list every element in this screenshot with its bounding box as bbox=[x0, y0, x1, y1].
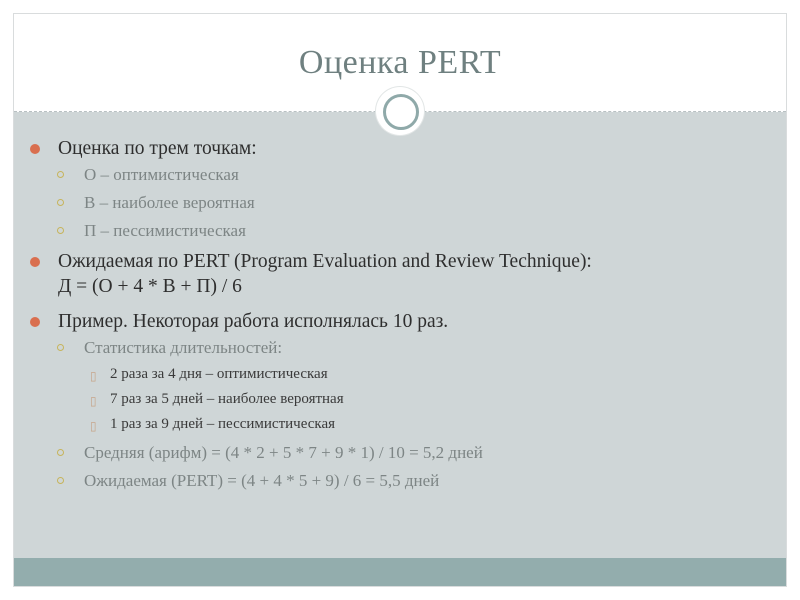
bullet-text: 7 раз за 5 дней – наиболее вероятная bbox=[110, 391, 344, 407]
bullet-text: Средняя (арифм) = (4 * 2 + 5 * 7 + 9 * 1) / 10 = 5,2 дней bbox=[84, 443, 483, 462]
small-bracket-bullet-icon: ▯ bbox=[90, 419, 97, 433]
small-bracket-bullet-icon: ▯ bbox=[90, 369, 97, 383]
bullet-text: Пример. Некоторая работа исполнялась 10 раз. bbox=[58, 311, 449, 332]
hollow-circle-bullet-icon bbox=[57, 344, 64, 351]
small-bracket-bullet-icon: ▯ bbox=[90, 394, 97, 408]
bullet-stat-pessimistic bbox=[18, 412, 758, 437]
bullet-stat-optimistic bbox=[18, 362, 758, 387]
bullet-text: О – оптимистическая bbox=[84, 165, 239, 184]
bullet-optimistic bbox=[18, 161, 758, 189]
ring-badge-icon bbox=[376, 87, 424, 135]
bullet-text: Ожидаемая (PERT) = (4 + 4 * 5 + 9) / 6 = 5,5 дней bbox=[84, 471, 440, 490]
footer-bar bbox=[14, 558, 786, 586]
bullet-text: 1 раз за 9 дней – пессимистическая bbox=[110, 416, 336, 432]
badge-ring bbox=[383, 94, 419, 130]
filled-circle-bullet-icon bbox=[30, 317, 40, 327]
filled-circle-bullet-icon bbox=[30, 257, 40, 267]
bullet-arithmetic-mean bbox=[18, 439, 758, 467]
bullet-duration-stats bbox=[18, 334, 758, 362]
hollow-circle-bullet-icon bbox=[57, 449, 64, 456]
bullet-text: 2 раза за 4 дня – оптимистическая bbox=[110, 366, 328, 382]
hollow-circle-bullet-icon bbox=[57, 171, 64, 178]
bullet-text: Статистика длительностей: bbox=[84, 338, 283, 357]
bullet-pert-result bbox=[18, 467, 758, 495]
hollow-circle-bullet-icon bbox=[57, 227, 64, 234]
bullet-text-line1: Ожидаемая по PERT (Program Evaluation and Review Technique): bbox=[58, 251, 592, 272]
bullet-most-likely bbox=[18, 189, 758, 217]
slide-title: Оценка PERT bbox=[298, 44, 502, 81]
bullet-pert-expected bbox=[18, 249, 758, 299]
hollow-circle-bullet-icon bbox=[57, 199, 64, 206]
hollow-circle-bullet-icon bbox=[57, 477, 64, 484]
bullet-stat-most-likely bbox=[18, 387, 758, 412]
bullet-text: Оценка по трем точкам: bbox=[58, 138, 257, 159]
bullet-list bbox=[18, 133, 758, 495]
bullet-three-point-estimate bbox=[18, 136, 758, 161]
bullet-example bbox=[18, 309, 758, 334]
bullet-text: П – пессимистическая bbox=[84, 221, 246, 240]
bullet-pessimistic bbox=[18, 217, 758, 245]
filled-circle-bullet-icon bbox=[30, 144, 40, 154]
bullet-text: В – наиболее вероятная bbox=[84, 193, 255, 212]
bullet-text-line2: Д = (О + 4 * В + П) / 6 bbox=[58, 276, 242, 297]
